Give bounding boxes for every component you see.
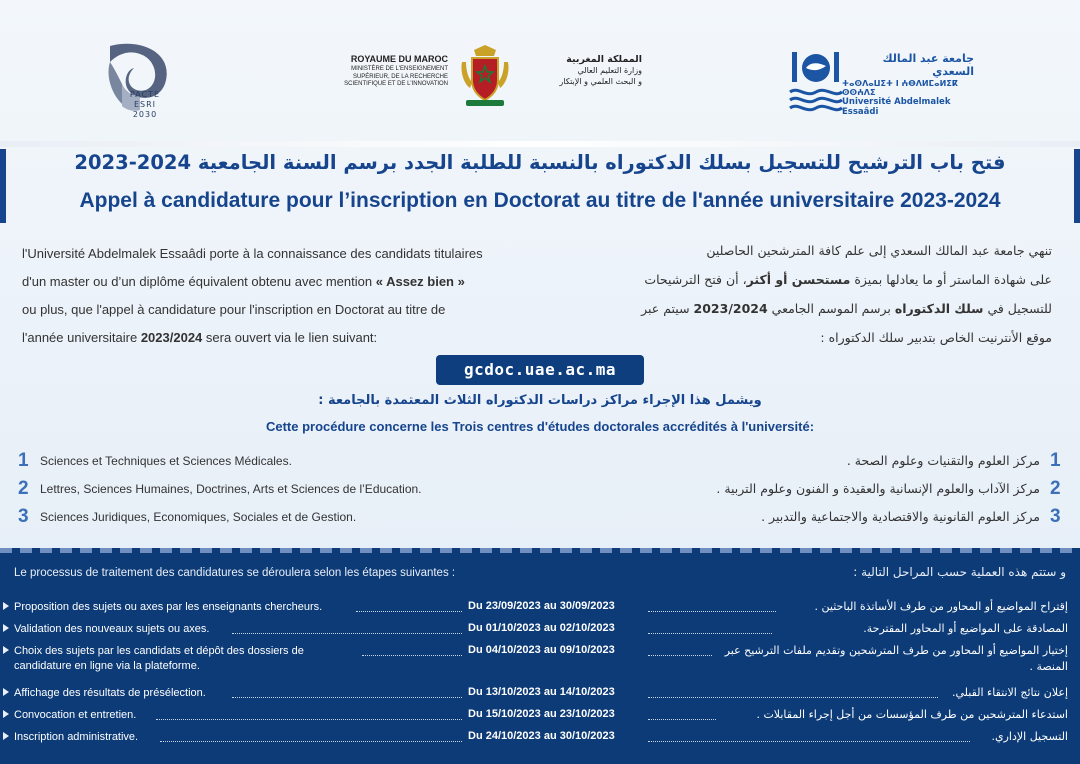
centre-item [0,478,1080,504]
centre-name-french: Lettres, Sciences Humaines, Doctrines, Arts et Sciences de l’Education. [40,482,422,496]
centre-number: 3 [1050,506,1061,527]
process-step [0,708,1080,726]
platform-link[interactable]: gcdoc.uae.ac.ma [436,355,644,385]
step-description-arabic: إختيار المواضيع أو المحاور من طرف المترشحين وتقديم ملفات الترشيح عبر المنصة . [724,644,1068,673]
process-divider [0,548,1080,553]
royaume-title: ROYAUME DU MAROC [350,54,448,64]
step-description-arabic: إعلان نتائج الانتقاء القبلي. [951,686,1068,699]
process-intro-arabic: و ستتم هذه العملية حسب المراحل التالية : [853,565,1066,579]
arrow-right-icon [3,710,9,718]
step-leader-dots [356,611,462,612]
centre-number: 2 [1050,478,1061,499]
intro-ar-line: موقع الأنترنيت الخاص بتدبير سلك الدكتوراه : [820,330,1052,345]
mention-arabic: مستحسن أو أكثر [746,272,851,287]
intro-fr-line [22,268,542,296]
step-leader-dots [648,655,712,656]
ministere-line: MINISTÈRE DE L'ENSEIGNEMENT [351,66,448,72]
pacte-logo-text [120,90,170,120]
step-description-french: Choix des sujets par les candidats et dépôt des dossiers de candidature en ligne via la plateforme. [14,645,304,672]
centre-name-arabic: مركز العلوم القانونية والاقتصادية والاجتماعية والتدبير . [761,509,1040,524]
centre-item [0,450,1080,476]
header-logos [0,0,1080,140]
centre-number: 3 [18,506,29,527]
centre-name-arabic: مركز الآداب والعلوم الإنسانية والعقيدة و الفنون وعلوم التربية . [716,481,1040,496]
step-leader-dots [648,697,938,698]
uae-university-logo [788,48,844,118]
intro-paragraph-arabic [560,236,1052,352]
centre-number: 2 [18,478,29,499]
intro-ar-text: برسم الموسم الجامعي [767,301,895,316]
header-divider [0,141,1080,147]
pacte-word: PACTE [129,90,161,99]
step-leader-dots [648,633,772,634]
centre-name-french: Sciences Juridiques, Economiques, Sociales et de Gestion. [40,510,357,524]
mamlaka-title: المملكة المغربية [566,54,642,65]
doctorat-arabic: سلك الدكتوراه [894,301,984,316]
ministry-french-block [320,54,448,89]
intro-fr-text: sera ouvert via le lien suivant: [202,330,378,345]
announcement-title [40,149,1040,225]
mention-assez-bien: « Assez bien » [375,274,465,289]
wizara-line: وزارة التعليم العالي [577,66,642,75]
centre-item [0,506,1080,532]
step-leader-dots [160,741,462,742]
step-description-arabic: استدعاء المترشحين من طرف المؤسسات من أجل إجراء المقابلات . [756,708,1068,721]
moroccan-coat-of-arms-icon [456,44,514,108]
process-step [0,686,1080,704]
step-description-french: Inscription administrative. [14,731,139,743]
intro-ar-line [560,265,1052,294]
arrow-right-icon [3,646,9,654]
title-french: Appel à candidature pour l’inscription en Doctorat au titre de l'année universitaire 2023-2024 [79,189,1001,212]
intro-paragraph-french [22,240,542,352]
title-right-stripe [1074,149,1080,223]
uae-name-arabic: جامعة عبد المالك السعدي [882,52,974,78]
intro-ar-text: سيتم عبر [641,301,694,316]
step-description-arabic: المصادقة على المواضيع أو المحاور المقترحة. [863,622,1068,635]
process-step [0,600,1080,618]
centre-name-arabic: مركز العلوم والتقنيات وعلوم الصحة . [846,453,1040,468]
step-description-arabic: التسجيل الإداري. [991,730,1068,743]
academic-year: 2023/2024 [140,330,203,345]
title-arabic: فتح باب الترشيح للتسجيل بسلك الدكتوراه بالنسبة للطلبة الجدد برسم السنة الجامعية 2024-2023 [74,151,1006,174]
step-description-arabic: إقتراح المواضيع أو المحاور من طرف الأساتذة الباحثين . [814,600,1068,613]
step-leader-dots [232,633,462,634]
intro-ar-line [560,294,1052,323]
step-date-range: Du 15/10/2023 au 23/10/2023 [468,708,615,720]
esri-word: ESRI [133,100,157,109]
process-step [0,730,1080,748]
arrow-right-icon [3,732,9,740]
step-leader-dots [156,719,462,720]
year-word: 2030 [132,110,158,119]
process-section [0,548,1080,764]
step-description-french: Affichage des résultats de présélection. [14,687,206,699]
step-description-french: Validation des nouveaux sujets ou axes. [14,623,210,635]
step-leader-dots [362,655,462,656]
process-step [0,622,1080,640]
step-leader-dots [232,697,462,698]
centre-number: 1 [18,450,29,471]
step-leader-dots [648,741,970,742]
intro-fr-line: ou plus, que l'appel à candidature pour l'inscription en Doctorat au titre de [22,302,446,317]
uae-university-name [842,52,982,117]
academic-year-arabic: 2023/2024 [693,301,768,316]
process-intro-french: Le processus de traitement des candidatures se déroulera selon les étapes suivantes : [14,567,456,579]
intro-fr-line: l'Université Abdelmalek Essaâdi porte à la connaissance des candidats titulaires [22,246,483,261]
centres-heading-french: Cette procédure concerne les Trois centres d'études doctorales accrédités à l'université: [265,419,815,434]
title-left-stripe [0,149,6,223]
centres-heading-arabic: ويشمل هذا الإجراء مراكز دراسات الدكتوراه الثلاث المعتمدة بالجامعة : [318,393,762,408]
step-date-range: Du 13/10/2023 au 14/10/2023 [468,686,615,698]
process-step [0,644,1080,678]
step-leader-dots [648,719,716,720]
intro-fr-text: d'un master ou d’un diplôme équivalent obtenu avec mention [22,274,376,289]
step-date-range: Du 24/10/2023 au 30/10/2023 [468,730,615,742]
ministry-arabic-block [522,54,642,87]
intro-ar-text: ، أن فتح الترشيحات [644,272,747,287]
wizara-line: و البحث العلمي و الإبتكار [559,77,642,86]
step-description-french: Proposition des sujets ou axes par les enseignants chercheurs. [14,601,323,613]
intro-fr-text: l'année universitaire [22,330,141,345]
uae-name-french: Université Abdelmalek Essaâdi [842,97,951,117]
uae-name-tifinagh: ⵜⴰⵙⴷⴰⵡⵉⵜ ⵏ ⵄⴱⴷⵍⵎⴰⵍⵉⴽ ⵙⵙⵄⴷⵉ [842,79,958,97]
step-leader-dots [648,611,776,612]
intro-fr-line [22,324,542,352]
intro-ar-text: للتسجيل في [983,301,1052,316]
arrow-right-icon [3,688,9,696]
centre-name-french: Sciences et Techniques et Sciences Médicales. [40,454,292,468]
intro-ar-line: تنهي جامعة عبد المالك السعدي إلى علم كافة المترشحين الحاصلين [706,243,1052,258]
arrow-right-icon [3,602,9,610]
step-date-range: Du 23/09/2023 au 30/09/2023 [468,600,615,612]
centre-number: 1 [1050,450,1061,471]
ministere-line: SCIENTIFIQUE ET DE L'INNOVATION [344,81,448,87]
arrow-right-icon [3,624,9,632]
ministere-line: SUPÉRIEUR, DE LA RECHERCHE [352,73,448,80]
step-description-french: Convocation et entretien. [14,709,137,721]
step-date-range: Du 04/10/2023 au 09/10/2023 [468,644,615,656]
intro-ar-text: على شهادة الماستر أو ما يعادلها بميزة [850,272,1052,287]
step-date-range: Du 01/10/2023 au 02/10/2023 [468,622,615,634]
